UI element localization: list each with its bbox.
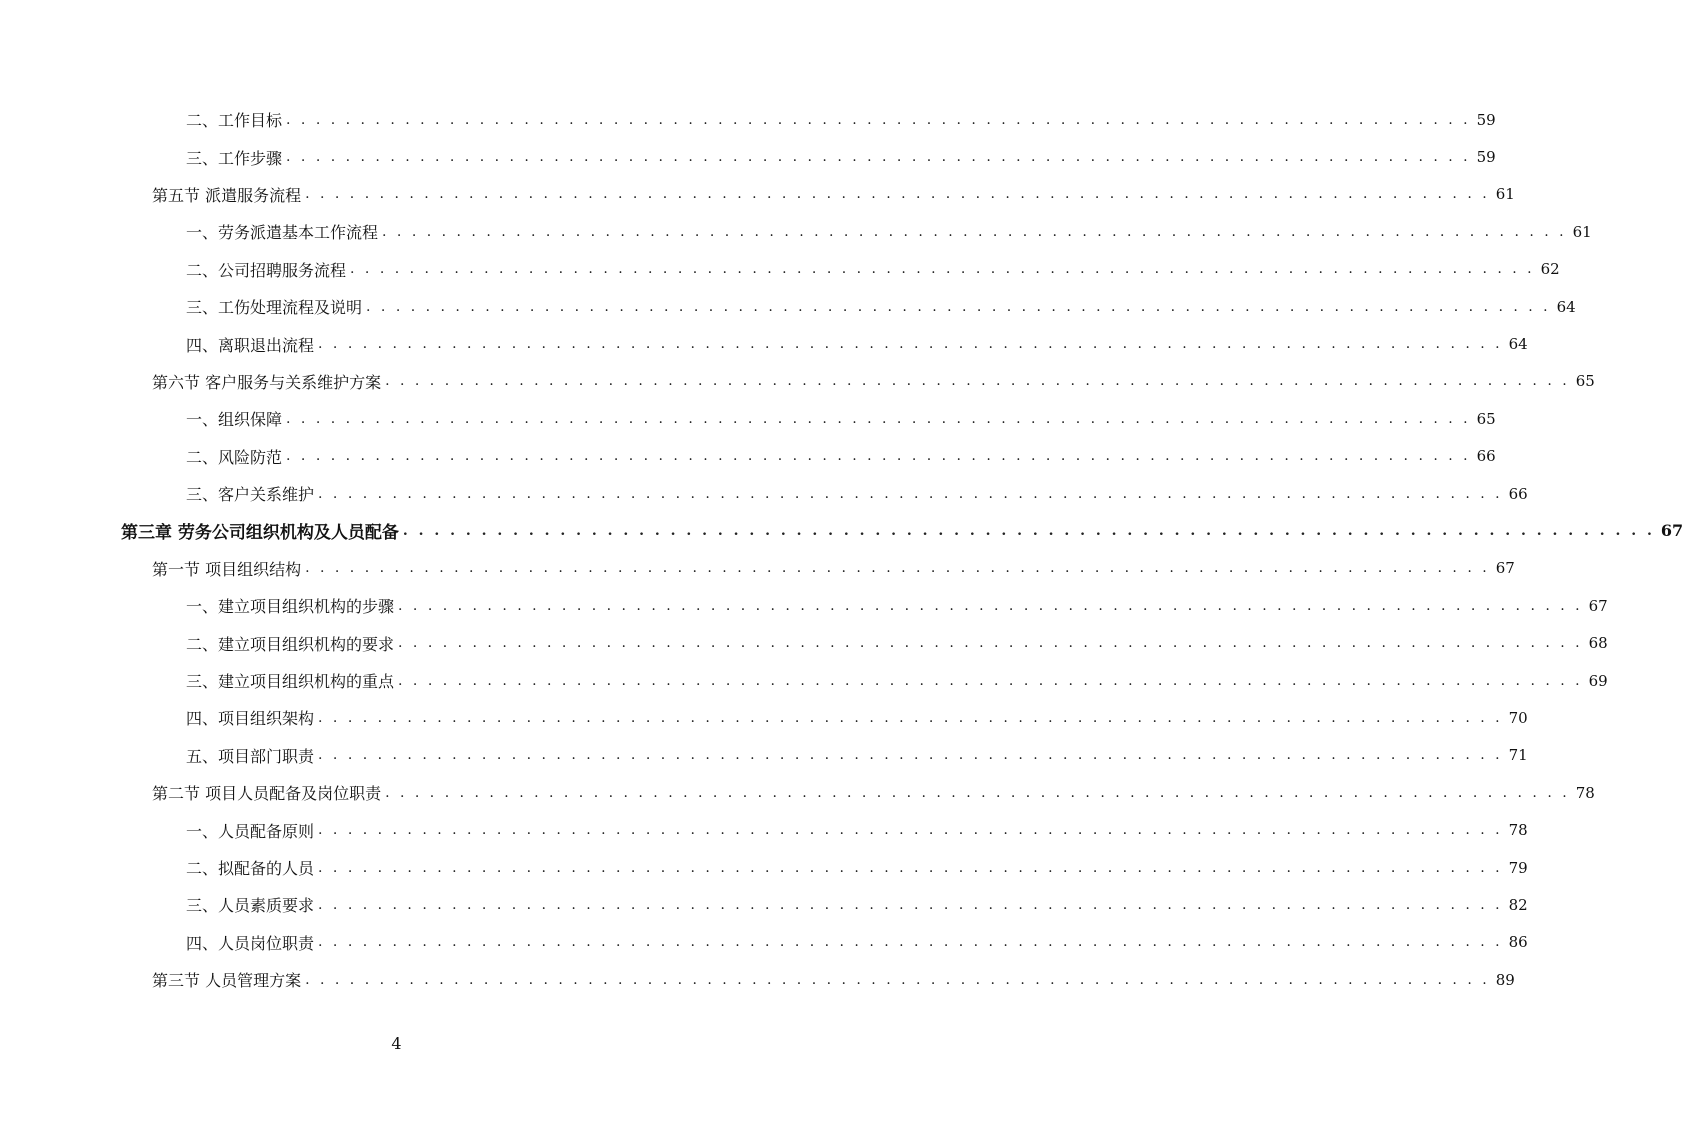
toc-page-number: 79 bbox=[1503, 859, 1528, 877]
toc-subsection-entry[interactable] bbox=[0, 587, 1608, 624]
toc-entry-title: 第三章 劳务公司组织机构及人员配备 bbox=[121, 518, 403, 543]
toc-page-number: 67 bbox=[1655, 521, 1683, 540]
toc-subsection-entry[interactable] bbox=[0, 251, 1560, 288]
toc-page-number: 64 bbox=[1551, 298, 1576, 316]
toc-dot-leader: . . . . . . . . . . . . . . . . . . . . . . . . . . . . . . . . . . . . . . . . . . . . . . . . . . . . . . . . . . . . . . . . . . . . . . . . . . . . . . . . bbox=[286, 149, 1471, 166]
table-of-contents bbox=[0, 101, 1683, 998]
toc-entry-title: 一、人员配备原则 bbox=[186, 819, 318, 842]
toc-page-number: 66 bbox=[1503, 485, 1528, 503]
toc-dot-leader: . . . . . . . . . . . . . . . . . . . . . . . . . . . . . . . . . . . . . . . . . . . . . . . . . . . . . . . . . . . . . . . . . . . . . . . . . . . . . . . . bbox=[382, 223, 1567, 240]
toc-entry-title: 二、风险防范 bbox=[186, 445, 286, 468]
toc-dot-leader: . . . . . . . . . . . . . . . . . . . . . . . . . . . . . . . . . . . . . . . . . . . . . . . . . . . . . . . . . . . . . . . . . . . . . . . . . . . . . . . . bbox=[398, 672, 1583, 689]
toc-entry-title: 第六节 客户服务与关系维护方案 bbox=[152, 370, 385, 393]
page-number: 4 bbox=[391, 1034, 402, 1053]
toc-entry-title: 一、劳务派遣基本工作流程 bbox=[186, 220, 382, 243]
toc-entry-title: 四、人员岗位职责 bbox=[186, 931, 318, 954]
toc-entry-title: 二、建立项目组织机构的要求 bbox=[186, 632, 398, 655]
toc-page-number: 67 bbox=[1490, 559, 1515, 577]
toc-page-number: 89 bbox=[1490, 971, 1515, 989]
toc-entry-title: 二、拟配备的人员 bbox=[186, 856, 318, 879]
toc-dot-leader: . . . . . . . . . . . . . . . . . . . . . . . . . . . . . . . . . . . . . . . . . . . . . . . . . . . . . . . . . . . . . . . . . . . . . . . . . . . . . . . . bbox=[286, 448, 1471, 465]
toc-subsection-entry[interactable] bbox=[0, 737, 1528, 774]
toc-dot-leader: . . . . . . . . . . . . . . . . . . . . . . . . . . . . . . . . . . . . . . . . . . . . . . . . . . . . . . . . . . . . . . . . . . . . . . . . . . . . . . . . bbox=[305, 971, 1490, 988]
toc-subsection-entry[interactable] bbox=[0, 886, 1528, 923]
toc-subsection-entry[interactable] bbox=[0, 699, 1528, 736]
toc-dot-leader: . . . . . . . . . . . . . . . . . . . . . . . . . . . . . . . . . . . . . . . . . . . . . . . . . . . . . . . . . . . . . . . . . . . . . . . . . . . . . . . . bbox=[286, 111, 1471, 128]
toc-entry-title: 第二节 项目人员配备及岗位职责 bbox=[152, 781, 385, 804]
toc-page-number: 78 bbox=[1570, 784, 1595, 802]
toc-dot-leader: . . . . . . . . . . . . . . . . . . . . . . . . . . . . . . . . . . . . . . . . . . . . . . . . . . . . . . . . . . . . . . . . . . . . . . . . . . . . . . . . bbox=[318, 336, 1503, 353]
toc-entry-title: 第一节 项目组织结构 bbox=[152, 557, 305, 580]
toc-entry-title: 三、建立项目组织机构的重点 bbox=[186, 669, 398, 692]
toc-chapter-entry[interactable] bbox=[0, 512, 1683, 549]
toc-entry-title: 三、人员素质要求 bbox=[186, 893, 318, 916]
toc-page-number: 62 bbox=[1535, 260, 1560, 278]
toc-page-number: 59 bbox=[1471, 111, 1496, 129]
toc-subsection-entry[interactable] bbox=[0, 138, 1496, 175]
toc-dot-leader: . . . . . . . . . . . . . . . . . . . . . . . . . . . . . . . . . . . . . . . . . . . . . . . . . . . . . . . . . . . . . . . . . . . . . . . . . . . . . . . . bbox=[398, 597, 1583, 614]
toc-subsection-entry[interactable] bbox=[0, 475, 1528, 512]
toc-page-number: 86 bbox=[1503, 933, 1528, 951]
toc-page-number: 69 bbox=[1583, 672, 1608, 690]
toc-dot-leader: . . . . . . . . . . . . . . . . . . . . . . . . . . . . . . . . . . . . . . . . . . . . . . . . . . . . . . . . . . . . . . . . . . . . . . . . . . . . . . . . bbox=[318, 859, 1503, 876]
toc-section-entry[interactable] bbox=[0, 774, 1595, 811]
toc-dot-leader: . . . . . . . . . . . . . . . . . . . . . . . . . . . . . . . . . . . . . . . . . . . . . . . . . . . . . . . . . . . . . . . . . . . . . . . . . . . . . . . . bbox=[402, 522, 1655, 539]
toc-subsection-entry[interactable] bbox=[0, 288, 1576, 325]
toc-subsection-entry[interactable] bbox=[0, 849, 1528, 886]
toc-subsection-entry[interactable] bbox=[0, 438, 1496, 475]
toc-page-number: 67 bbox=[1583, 597, 1608, 615]
toc-dot-leader: . . . . . . . . . . . . . . . . . . . . . . . . . . . . . . . . . . . . . . . . . . . . . . . . . . . . . . . . . . . . . . . . . . . . . . . . . . . . . . . . bbox=[318, 747, 1503, 764]
toc-entry-title: 四、项目组织架构 bbox=[186, 706, 318, 729]
toc-entry-title: 二、工作目标 bbox=[186, 108, 286, 131]
toc-page-number: 68 bbox=[1583, 634, 1608, 652]
toc-entry-title: 五、项目部门职责 bbox=[186, 744, 318, 767]
toc-entry-title: 第五节 派遣服务流程 bbox=[152, 183, 305, 206]
toc-subsection-entry[interactable] bbox=[0, 811, 1528, 848]
toc-entry-title: 三、工作步骤 bbox=[186, 146, 286, 169]
toc-page-number: 64 bbox=[1503, 335, 1528, 353]
toc-dot-leader: . . . . . . . . . . . . . . . . . . . . . . . . . . . . . . . . . . . . . . . . . . . . . . . . . . . . . . . . . . . . . . . . . . . . . . . . . . . . . . . . bbox=[385, 373, 1570, 390]
toc-page-number: 65 bbox=[1471, 410, 1496, 428]
toc-entry-title: 三、客户关系维护 bbox=[186, 482, 318, 505]
toc-dot-leader: . . . . . . . . . . . . . . . . . . . . . . . . . . . . . . . . . . . . . . . . . . . . . . . . . . . . . . . . . . . . . . . . . . . . . . . . . . . . . . . . bbox=[318, 822, 1503, 839]
toc-subsection-entry[interactable] bbox=[0, 400, 1496, 437]
toc-dot-leader: . . . . . . . . . . . . . . . . . . . . . . . . . . . . . . . . . . . . . . . . . . . . . . . . . . . . . . . . . . . . . . . . . . . . . . . . . . . . . . . . bbox=[318, 485, 1503, 502]
toc-page-number: 78 bbox=[1503, 821, 1528, 839]
toc-subsection-entry[interactable] bbox=[0, 213, 1592, 250]
toc-page-number: 82 bbox=[1503, 896, 1528, 914]
toc-page-number: 61 bbox=[1490, 185, 1515, 203]
toc-subsection-entry[interactable] bbox=[0, 325, 1528, 362]
toc-entry-title: 一、建立项目组织机构的步骤 bbox=[186, 594, 398, 617]
toc-entry-title: 三、工伤处理流程及说明 bbox=[186, 295, 366, 318]
toc-subsection-entry[interactable] bbox=[0, 662, 1608, 699]
toc-subsection-entry[interactable] bbox=[0, 624, 1608, 661]
toc-section-entry[interactable] bbox=[0, 961, 1515, 998]
toc-subsection-entry[interactable] bbox=[0, 924, 1528, 961]
toc-section-entry[interactable] bbox=[0, 176, 1515, 213]
toc-page-number: 71 bbox=[1503, 746, 1528, 764]
toc-section-entry[interactable] bbox=[0, 550, 1515, 587]
toc-dot-leader: . . . . . . . . . . . . . . . . . . . . . . . . . . . . . . . . . . . . . . . . . . . . . . . . . . . . . . . . . . . . . . . . . . . . . . . . . . . . . . . . bbox=[385, 784, 1570, 801]
toc-page-number: 61 bbox=[1567, 223, 1592, 241]
toc-dot-leader: . . . . . . . . . . . . . . . . . . . . . . . . . . . . . . . . . . . . . . . . . . . . . . . . . . . . . . . . . . . . . . . . . . . . . . . . . . . . . . . . bbox=[366, 298, 1551, 315]
toc-entry-title: 第三节 人员管理方案 bbox=[152, 968, 305, 991]
toc-section-entry[interactable] bbox=[0, 363, 1595, 400]
toc-dot-leader: . . . . . . . . . . . . . . . . . . . . . . . . . . . . . . . . . . . . . . . . . . . . . . . . . . . . . . . . . . . . . . . . . . . . . . . . . . . . . . . . bbox=[305, 186, 1490, 203]
toc-dot-leader: . . . . . . . . . . . . . . . . . . . . . . . . . . . . . . . . . . . . . . . . . . . . . . . . . . . . . . . . . . . . . . . . . . . . . . . . . . . . . . . . bbox=[318, 896, 1503, 913]
toc-entry-title: 一、组织保障 bbox=[186, 407, 286, 430]
toc-dot-leader: . . . . . . . . . . . . . . . . . . . . . . . . . . . . . . . . . . . . . . . . . . . . . . . . . . . . . . . . . . . . . . . . . . . . . . . . . . . . . . . . bbox=[305, 560, 1490, 577]
toc-dot-leader: . . . . . . . . . . . . . . . . . . . . . . . . . . . . . . . . . . . . . . . . . . . . . . . . . . . . . . . . . . . . . . . . . . . . . . . . . . . . . . . . bbox=[398, 635, 1583, 652]
toc-page-number: 66 bbox=[1471, 447, 1496, 465]
toc-entry-title: 四、离职退出流程 bbox=[186, 333, 318, 356]
toc-dot-leader: . . . . . . . . . . . . . . . . . . . . . . . . . . . . . . . . . . . . . . . . . . . . . . . . . . . . . . . . . . . . . . . . . . . . . . . . . . . . . . . . bbox=[350, 261, 1535, 278]
toc-page-number: 65 bbox=[1570, 372, 1595, 390]
toc-dot-leader: . . . . . . . . . . . . . . . . . . . . . . . . . . . . . . . . . . . . . . . . . . . . . . . . . . . . . . . . . . . . . . . . . . . . . . . . . . . . . . . . bbox=[286, 410, 1471, 427]
toc-page-number: 59 bbox=[1471, 148, 1496, 166]
toc-page-number: 70 bbox=[1503, 709, 1528, 727]
toc-entry-title: 二、公司招聘服务流程 bbox=[186, 258, 350, 281]
toc-dot-leader: . . . . . . . . . . . . . . . . . . . . . . . . . . . . . . . . . . . . . . . . . . . . . . . . . . . . . . . . . . . . . . . . . . . . . . . . . . . . . . . . bbox=[318, 934, 1503, 951]
toc-subsection-entry[interactable] bbox=[0, 101, 1496, 138]
toc-dot-leader: . . . . . . . . . . . . . . . . . . . . . . . . . . . . . . . . . . . . . . . . . . . . . . . . . . . . . . . . . . . . . . . . . . . . . . . . . . . . . . . . bbox=[318, 709, 1503, 726]
